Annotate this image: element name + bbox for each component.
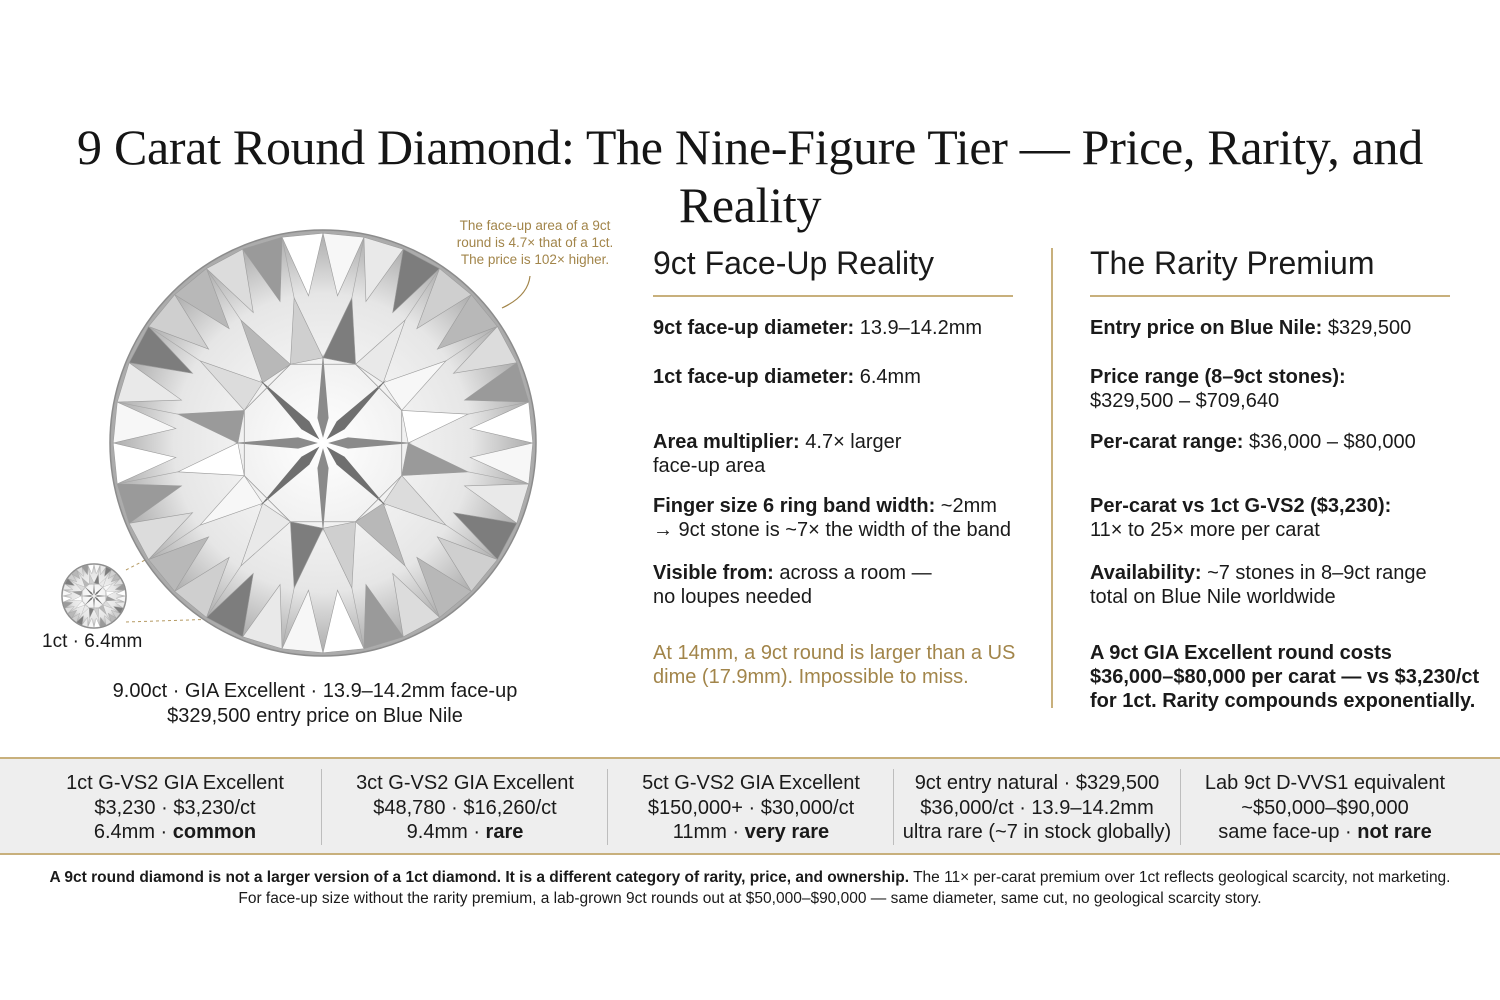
rarity-item	[1090, 316, 1411, 340]
note-line: for 1ct. Rarity compounds exponentially.	[1090, 690, 1476, 712]
column-divider	[1051, 248, 1053, 708]
comparison-strip	[0, 757, 1500, 855]
item-label: Per-carat range:	[1090, 431, 1244, 453]
item-value: $329,500	[1322, 317, 1412, 339]
cell-line: $48,780 · $16,260/ct	[373, 796, 557, 819]
item-value: 6.4mm	[854, 366, 921, 388]
caption-line: $329,500 entry price on Blue Nile	[167, 705, 463, 727]
item-value: face-up area	[653, 455, 766, 477]
item-label: 1ct face-up diameter:	[653, 366, 855, 388]
rarity-item	[1090, 561, 1427, 609]
cell-line	[608, 820, 894, 845]
face-up-note	[653, 641, 1015, 689]
face-up-item	[653, 494, 1011, 542]
face-up-rule	[653, 295, 1013, 297]
cell-text: ultra rare (~7 in stock globally)	[902, 821, 1172, 843]
rarity-item	[1090, 494, 1391, 542]
item-value: 13.9–14.2mm	[854, 317, 983, 339]
rarity-item	[1090, 430, 1416, 454]
diamond-large-icon	[108, 228, 538, 658]
item-value: across a room —	[773, 562, 932, 584]
rarity-rule	[1090, 295, 1450, 297]
comparison-cell	[322, 771, 608, 847]
item-value: no loupes needed	[653, 586, 813, 608]
cell-text: 6.4mm ·	[93, 821, 173, 843]
cell-line	[322, 820, 608, 845]
cell-text: 11mm ·	[672, 821, 745, 843]
diamond-small-icon	[60, 562, 128, 630]
callout-line: The face-up area of a 9ct	[459, 218, 611, 233]
small-diamond-label: 1ct · 6.4mm	[42, 631, 143, 652]
cell-line: Lab 9ct D-VVS1 equivalent	[1204, 772, 1446, 794]
note-line: $36,000–$80,000 per carat — vs $3,230/ct	[1090, 666, 1480, 688]
item-label: Per-carat vs 1ct G-VS2 ($3,230):	[1090, 495, 1392, 517]
rarity-column	[1090, 245, 1480, 712]
item-label: 9ct face-up diameter:	[653, 317, 855, 339]
item-value: 4.7× larger	[799, 431, 902, 453]
item-value: → 9ct stone is ~7× the width of the band	[653, 519, 1012, 541]
cell-line: $3,230 · $3,230/ct	[94, 796, 256, 819]
area-callout	[440, 217, 630, 268]
rarity-heading: The Rarity Premium	[1090, 245, 1375, 281]
rarity-tag: not rare	[1357, 821, 1432, 843]
page-title: 9 Carat Round Diamond: The Nine-Figure Tier — Price, Rarity, and Reality	[77, 119, 1423, 233]
item-value: 11× to 25× more per carat	[1090, 519, 1320, 541]
face-up-item	[653, 365, 921, 389]
item-value: $329,500 – $709,640	[1090, 390, 1280, 412]
cell-line	[30, 820, 320, 845]
cell-line: 1ct G-VS2 GIA Excellent	[66, 772, 284, 794]
rarity-tag: rare	[485, 821, 524, 843]
face-up-item	[653, 316, 982, 340]
cell-text: 9.4mm ·	[406, 821, 486, 843]
item-value: ~2mm	[935, 495, 997, 517]
diamond-caption	[80, 679, 550, 729]
rarity-tag: very rare	[744, 821, 830, 843]
item-value: total on Blue Nile worldwide	[1090, 586, 1336, 608]
cell-line: $150,000+ · $30,000/ct	[647, 796, 855, 819]
note-line: dime (17.9mm). Impossible to miss.	[653, 666, 969, 688]
cell-line: $36,000/ct · 13.9–14.2mm	[920, 796, 1154, 819]
face-up-column	[653, 245, 1016, 688]
comparison-cell	[30, 771, 320, 847]
caption-line: 9.00ct · GIA Excellent · 13.9–14.2mm face-up	[112, 680, 518, 702]
cell-text: same face-up ·	[1218, 821, 1358, 843]
cell-line: 9ct entry natural · $329,500	[914, 772, 1160, 794]
item-label: Finger size 6 ring band width:	[653, 495, 936, 517]
comparison-cell	[608, 771, 894, 847]
item-label: Price range (8–9ct stones):	[1090, 366, 1346, 388]
cell-line	[894, 820, 1180, 845]
face-up-item	[653, 561, 932, 609]
cell-line: 3ct G-VS2 GIA Excellent	[356, 772, 574, 794]
footer-line	[0, 867, 1500, 888]
note-line: At 14mm, a 9ct round is larger than a US	[653, 642, 1016, 664]
rarity-note	[1090, 641, 1479, 713]
item-label: Entry price on Blue Nile:	[1090, 317, 1323, 339]
cell-line: ~$50,000–$90,000	[1241, 796, 1409, 819]
footer-line: For face-up size without the rarity premium, a lab-grown 9ct rounds out at $50,000–$90,000 — same diameter, same cut, no geological scarcity story.	[238, 890, 1262, 907]
rarity-item	[1090, 365, 1346, 413]
footer-note	[0, 867, 1500, 909]
footer-rest: The 11× per-carat premium over 1ct reflects geological scarcity, not marketing.	[909, 869, 1451, 886]
item-label: Visible from:	[653, 562, 774, 584]
cell-line: 5ct G-VS2 GIA Excellent	[642, 772, 860, 794]
item-label: Availability:	[1090, 562, 1202, 584]
face-up-heading: 9ct Face-Up Reality	[653, 245, 934, 281]
item-label: Area multiplier:	[653, 431, 800, 453]
face-up-item	[653, 430, 901, 478]
callout-line: The price is 102× higher.	[460, 252, 610, 267]
callout-line: round is 4.7× that of a 1ct.	[456, 235, 614, 250]
rarity-tag: common	[172, 821, 257, 843]
footer-bold: A 9ct round diamond is not a larger version of a 1ct diamond. It is a different category of rarity, price, and ownership.	[49, 869, 910, 886]
cell-line	[1181, 820, 1469, 845]
comparison-cell	[1181, 771, 1469, 847]
comparison-cell	[894, 771, 1180, 847]
note-line: A 9ct GIA Excellent round costs	[1090, 642, 1392, 664]
item-value: $36,000 – $80,000	[1243, 431, 1416, 453]
item-value: ~7 stones in 8–9ct range	[1201, 562, 1427, 584]
